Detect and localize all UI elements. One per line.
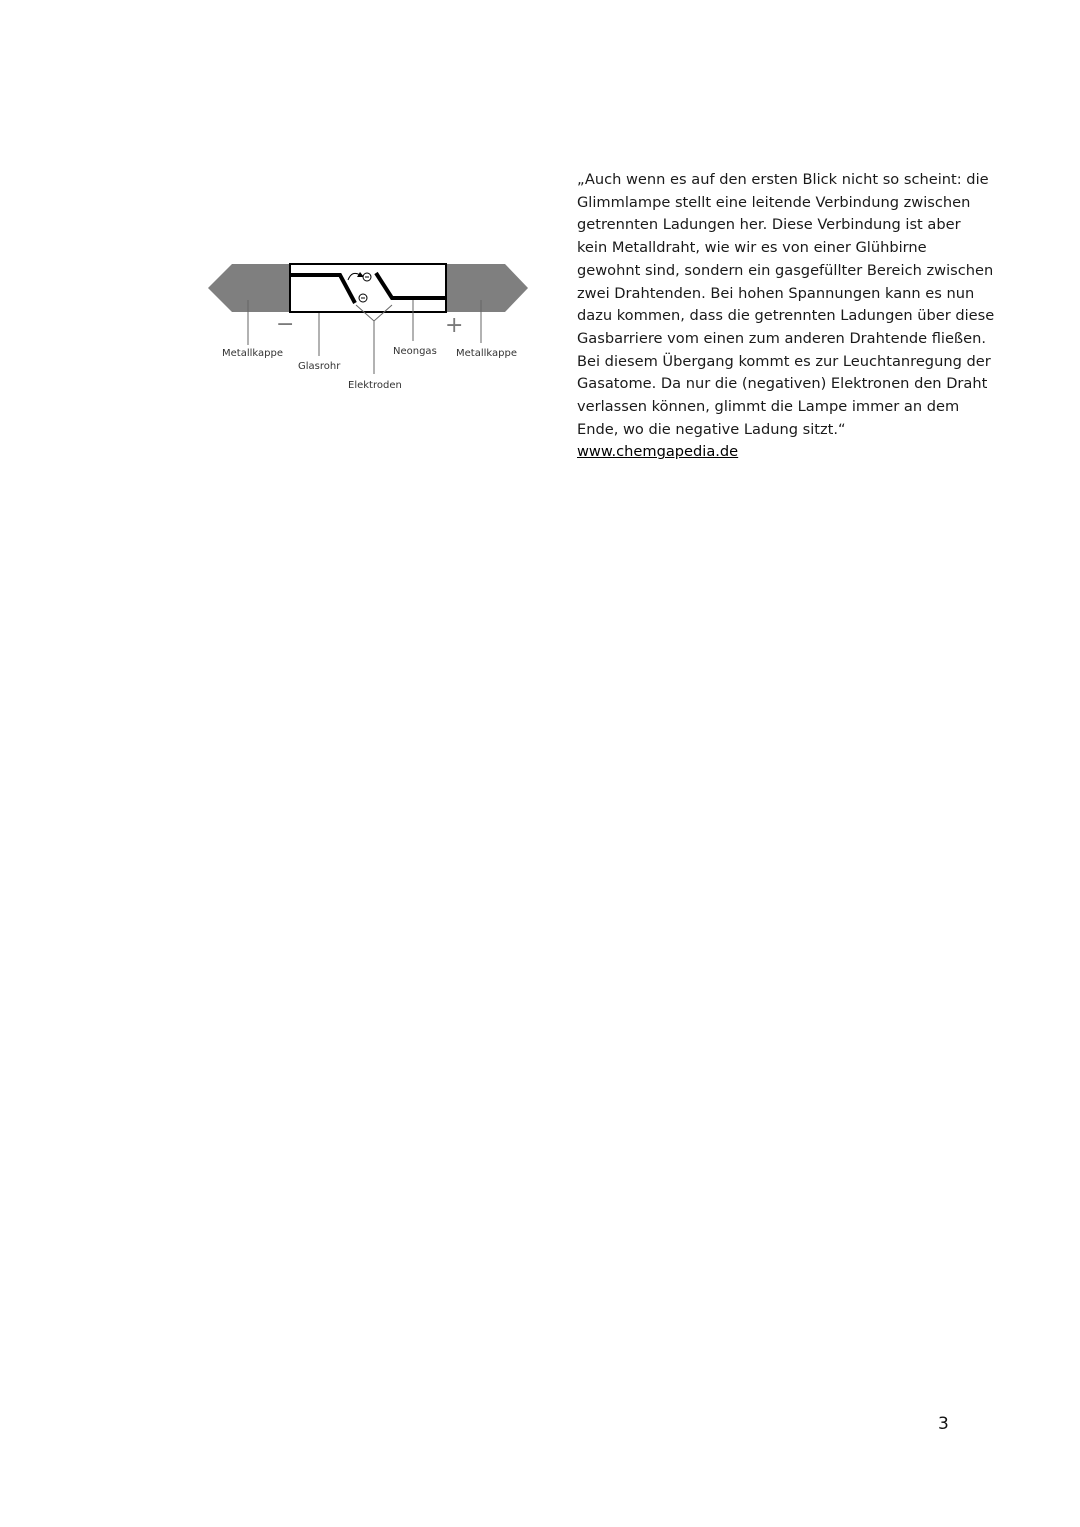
quote-line: kein Metalldraht, wie wir es von einer Glühbirne bbox=[577, 239, 927, 257]
quote-line: dazu kommen, dass die getrennten Ladungen über diese bbox=[577, 307, 995, 325]
quote-line: Ende, wo die negative Ladung sitzt.“ bbox=[577, 420, 846, 438]
quote-line: verlassen können, glimmt die Lampe immer an dem bbox=[577, 398, 960, 416]
label-neon-gas: Neongas bbox=[393, 346, 437, 357]
quote-line: gewohnt sind, sondern ein gasgefüllter Bereich zwischen bbox=[577, 261, 994, 279]
left-metal-cap bbox=[208, 264, 290, 312]
right-metal-cap bbox=[446, 264, 528, 312]
positive-sign: + bbox=[445, 313, 464, 338]
label-metal-cap-right: Metallkappe bbox=[456, 348, 517, 359]
label-metal-cap-left: Metallkappe bbox=[222, 348, 283, 359]
source-link[interactable]: www.chemgapedia.de bbox=[577, 443, 739, 461]
glass-tube bbox=[290, 264, 446, 312]
glow-lamp-svg bbox=[200, 255, 540, 405]
label-electrodes: Elektroden bbox=[348, 380, 402, 391]
chemgapedia-quote bbox=[577, 169, 995, 464]
quote-line: Gasbarriere vom einen zum anderen Drahtende fließen. bbox=[577, 329, 986, 347]
page-number: 3 bbox=[938, 1414, 949, 1434]
negative-sign: − bbox=[276, 312, 295, 337]
quote-line: Bei diesem Übergang kommt es zur Leuchtanregung der bbox=[577, 352, 991, 370]
quote-line: getrennten Ladungen her. Diese Verbindung ist aber bbox=[577, 216, 961, 234]
quote-line: Gasatome. Da nur die (negativen) Elektronen den Draht bbox=[577, 375, 988, 393]
glow-lamp-diagram bbox=[200, 255, 540, 405]
quote-line: zwei Drahtenden. Bei hohen Spannungen kann es nun bbox=[577, 284, 975, 302]
quote-line: „Auch wenn es auf den ersten Blick nicht so scheint: die bbox=[577, 171, 989, 188]
label-glass-tube: Glasrohr bbox=[298, 361, 341, 372]
quote-line: Glimmlampe stellt eine leitende Verbindung zwischen bbox=[577, 193, 971, 211]
